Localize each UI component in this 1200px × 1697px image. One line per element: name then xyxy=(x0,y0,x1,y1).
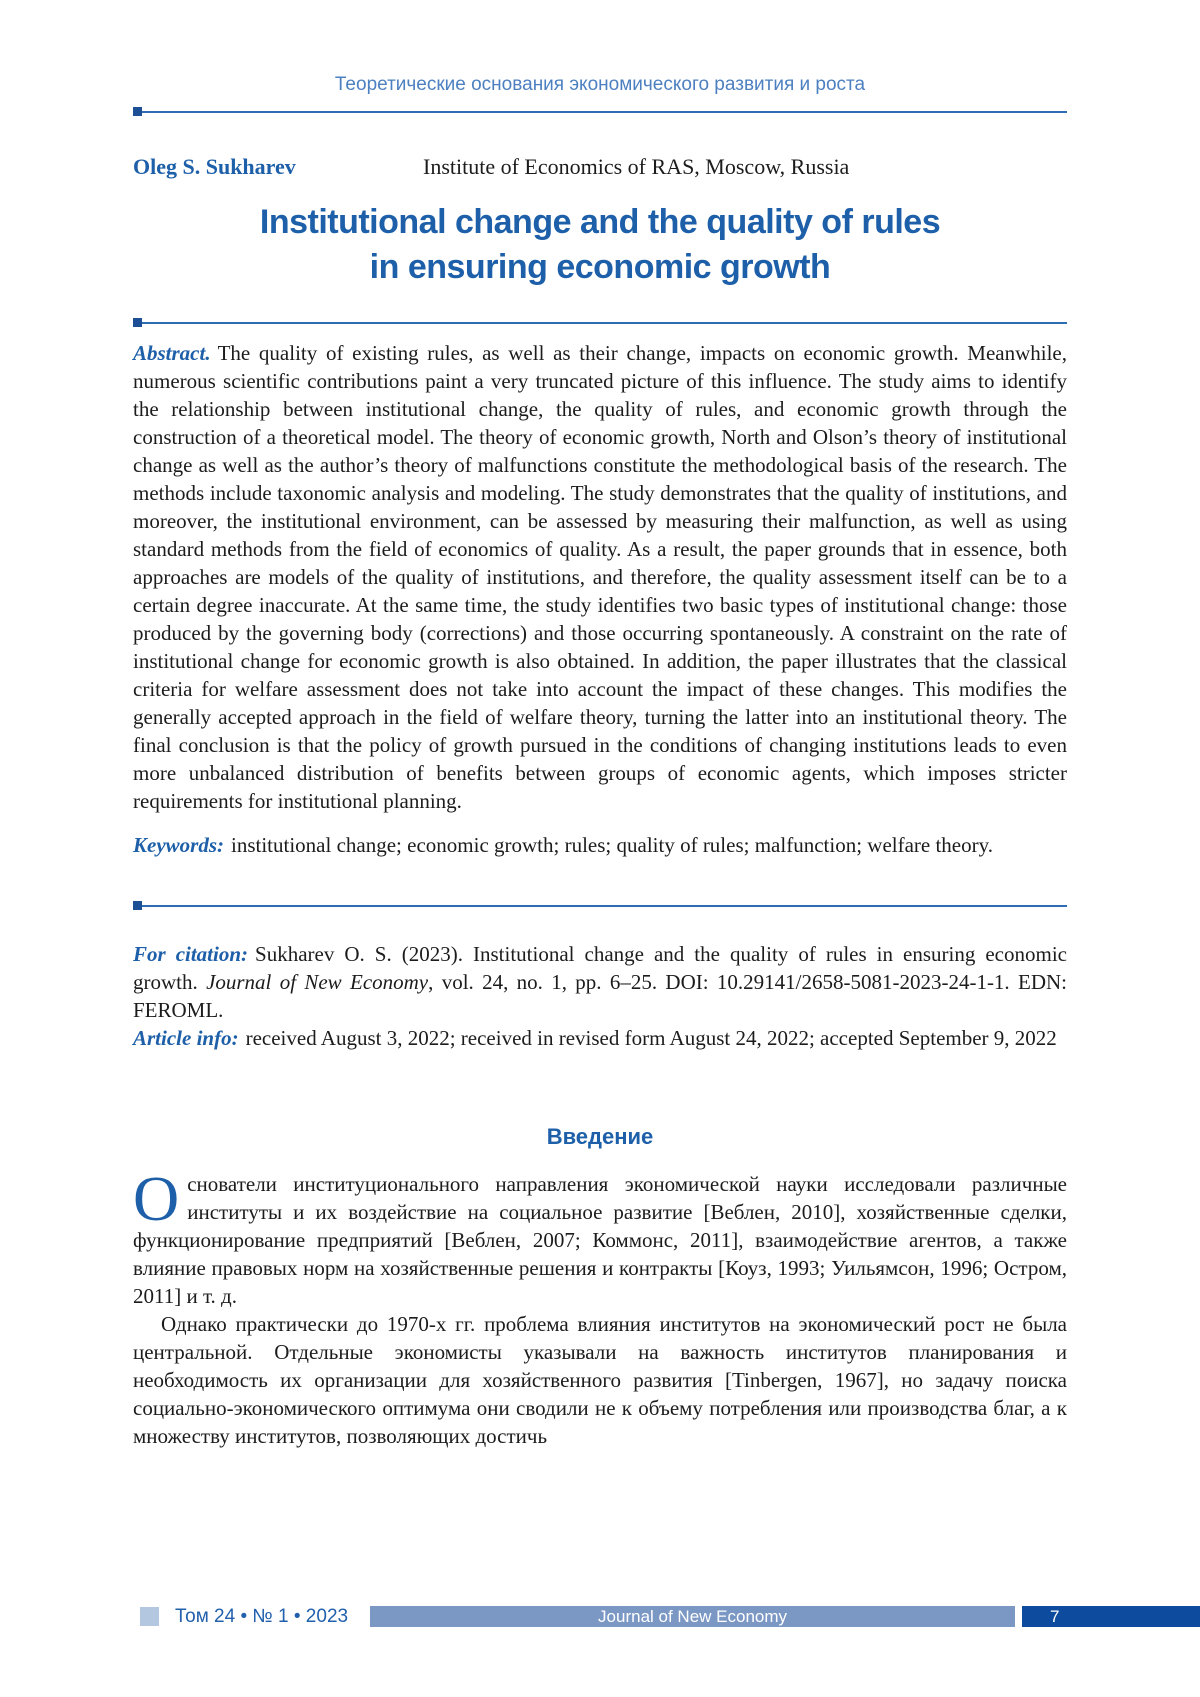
keywords-label: Keywords: xyxy=(133,833,224,857)
header-divider xyxy=(133,107,1067,116)
introduction-paragraph-1-text: снователи институционального направления экономической науки исследовали различные институты и их воздействие на социальное развитие [Веблен, 2010], хозяйственные сделки, функционирование предприятий [Веблен, 2007; Коммонс, 2011], взаимодействие агентов, а также влияние правовых норм на хозяйственные решения и контракты [Коуз, 1993; Уильямсон, 1996; Остром, 2011] и т. д. xyxy=(133,1172,1067,1308)
footer-journal-name: Journal of New Economy xyxy=(598,1606,788,1626)
author-affiliation: Institute of Economics of RAS, Moscow, Russia xyxy=(423,154,850,179)
page-footer xyxy=(140,1606,1200,1627)
divider-square-icon xyxy=(133,107,142,116)
author-row xyxy=(133,154,1067,180)
abstract-text: The quality of existing rules, as well as their change, impacts on economic growth. Meanwhile, numerous scientific contributions paint a very truncated picture of this influence. The study aims to identify the relationship between institutional change, the quality of rules, and economic growth through the construction of a theoretical model. The theory of economic growth, North and Olson’s theory of institutional change as well as the author’s theory of malfunctions constitute the methodological basis of the research. The methods include taxonomic analysis and modeling. The study demonstrates that the quality of institutions, and moreover, the institutional environment, can be assessed by measuring their malfunction, as well as using standard methods from the field of economics of quality. As a result, the paper grounds that in essence, both approaches are models of the quality of institutions, and therefore, the quality assessment itself can be to a certain degree inaccurate. At the same time, the study identifies two basic types of institutional change: those produced by the governing body (corrections) and those occurring spontaneously. A constraint on the rate of institutional change for economic growth is also obtained. In addition, the paper illustrates that the classical criteria for welfare assessment does not take into account the impact of these changes. This modifies the generally accepted approach in the field of welfare theory, turning the latter into an institutional theory. The final conclusion is that the policy of growth pursued in the conditions of changing institutions leads to even more unbalanced distribution of benefits between groups of economic agents, which imposes stricter requirements for institutional planning. xyxy=(133,341,1067,813)
divider-square-icon xyxy=(133,318,142,327)
page-content xyxy=(0,74,1200,1450)
article-title-line2: in ensuring economic growth xyxy=(369,248,831,286)
footer-volume-info: Том 24 • № 1 • 2023 xyxy=(175,1605,349,1627)
citation-paragraph xyxy=(133,940,1067,1024)
abstract-paragraph xyxy=(133,339,1067,815)
citation-label: For citation: xyxy=(133,942,249,966)
keywords-divider xyxy=(133,901,1067,910)
citation-text-after-journal: , vol. 24, no. 1, pp. 6–25. DOI: 10.29141/2658-5081-2023-24-1-1. EDN: FEROML. xyxy=(133,970,1067,1022)
article-title xyxy=(133,200,1067,290)
author-name: Oleg S. Sukharev xyxy=(133,154,296,179)
divider-line xyxy=(142,111,1067,113)
keywords-paragraph xyxy=(133,831,1067,859)
footer-journal-bar xyxy=(370,1606,1015,1627)
title-divider xyxy=(133,318,1067,327)
footer-page-number: 7 xyxy=(1050,1606,1060,1626)
footer-gap xyxy=(1015,1606,1022,1627)
keywords-text: institutional change; economic growth; rules; quality of rules; malfunction; welfare theory. xyxy=(231,833,994,857)
article-title-line1: Institutional change and the quality of rules xyxy=(259,203,941,241)
running-head: Теоретические основания экономического развития и роста xyxy=(334,74,866,95)
introduction-heading: Введение xyxy=(546,1124,654,1149)
footer-square-icon xyxy=(140,1607,159,1626)
divider-square-icon xyxy=(133,901,142,910)
citation-journal-name: Journal of New Economy xyxy=(206,970,429,994)
abstract-label: Abstract. xyxy=(133,341,211,365)
citation-text-before-journal: Sukharev O. S. (2023). Institutional change and the quality of rules in ensuring economic growth. xyxy=(133,942,1067,994)
article-info-text: received August 3, 2022; received in revised form August 24, 2022; accepted September 9, 2022 xyxy=(245,1026,1057,1050)
article-info-label: Article info: xyxy=(133,1026,239,1050)
divider-line xyxy=(142,322,1067,324)
drop-cap: О xyxy=(133,1163,180,1234)
introduction-paragraph-1 xyxy=(133,1163,1067,1310)
divider-line xyxy=(142,905,1067,907)
article-info-paragraph xyxy=(133,1024,1067,1052)
introduction-paragraph-2: Однако практически до 1970-х гг. проблема влияния институтов на экономический рост не была центральной. Отдельные экономисты указывали на важность институтов планирования и необходимость их организации для хозяйственного развития [Tinbergen, 1967], но задачу поиска социально-экономического оптимума они сводили не к объему потребления или производства благ, а к множеству институтов, позволяющих достичь xyxy=(133,1312,1067,1448)
footer-page-number-box xyxy=(1022,1606,1200,1627)
citation-block xyxy=(133,940,1067,1052)
